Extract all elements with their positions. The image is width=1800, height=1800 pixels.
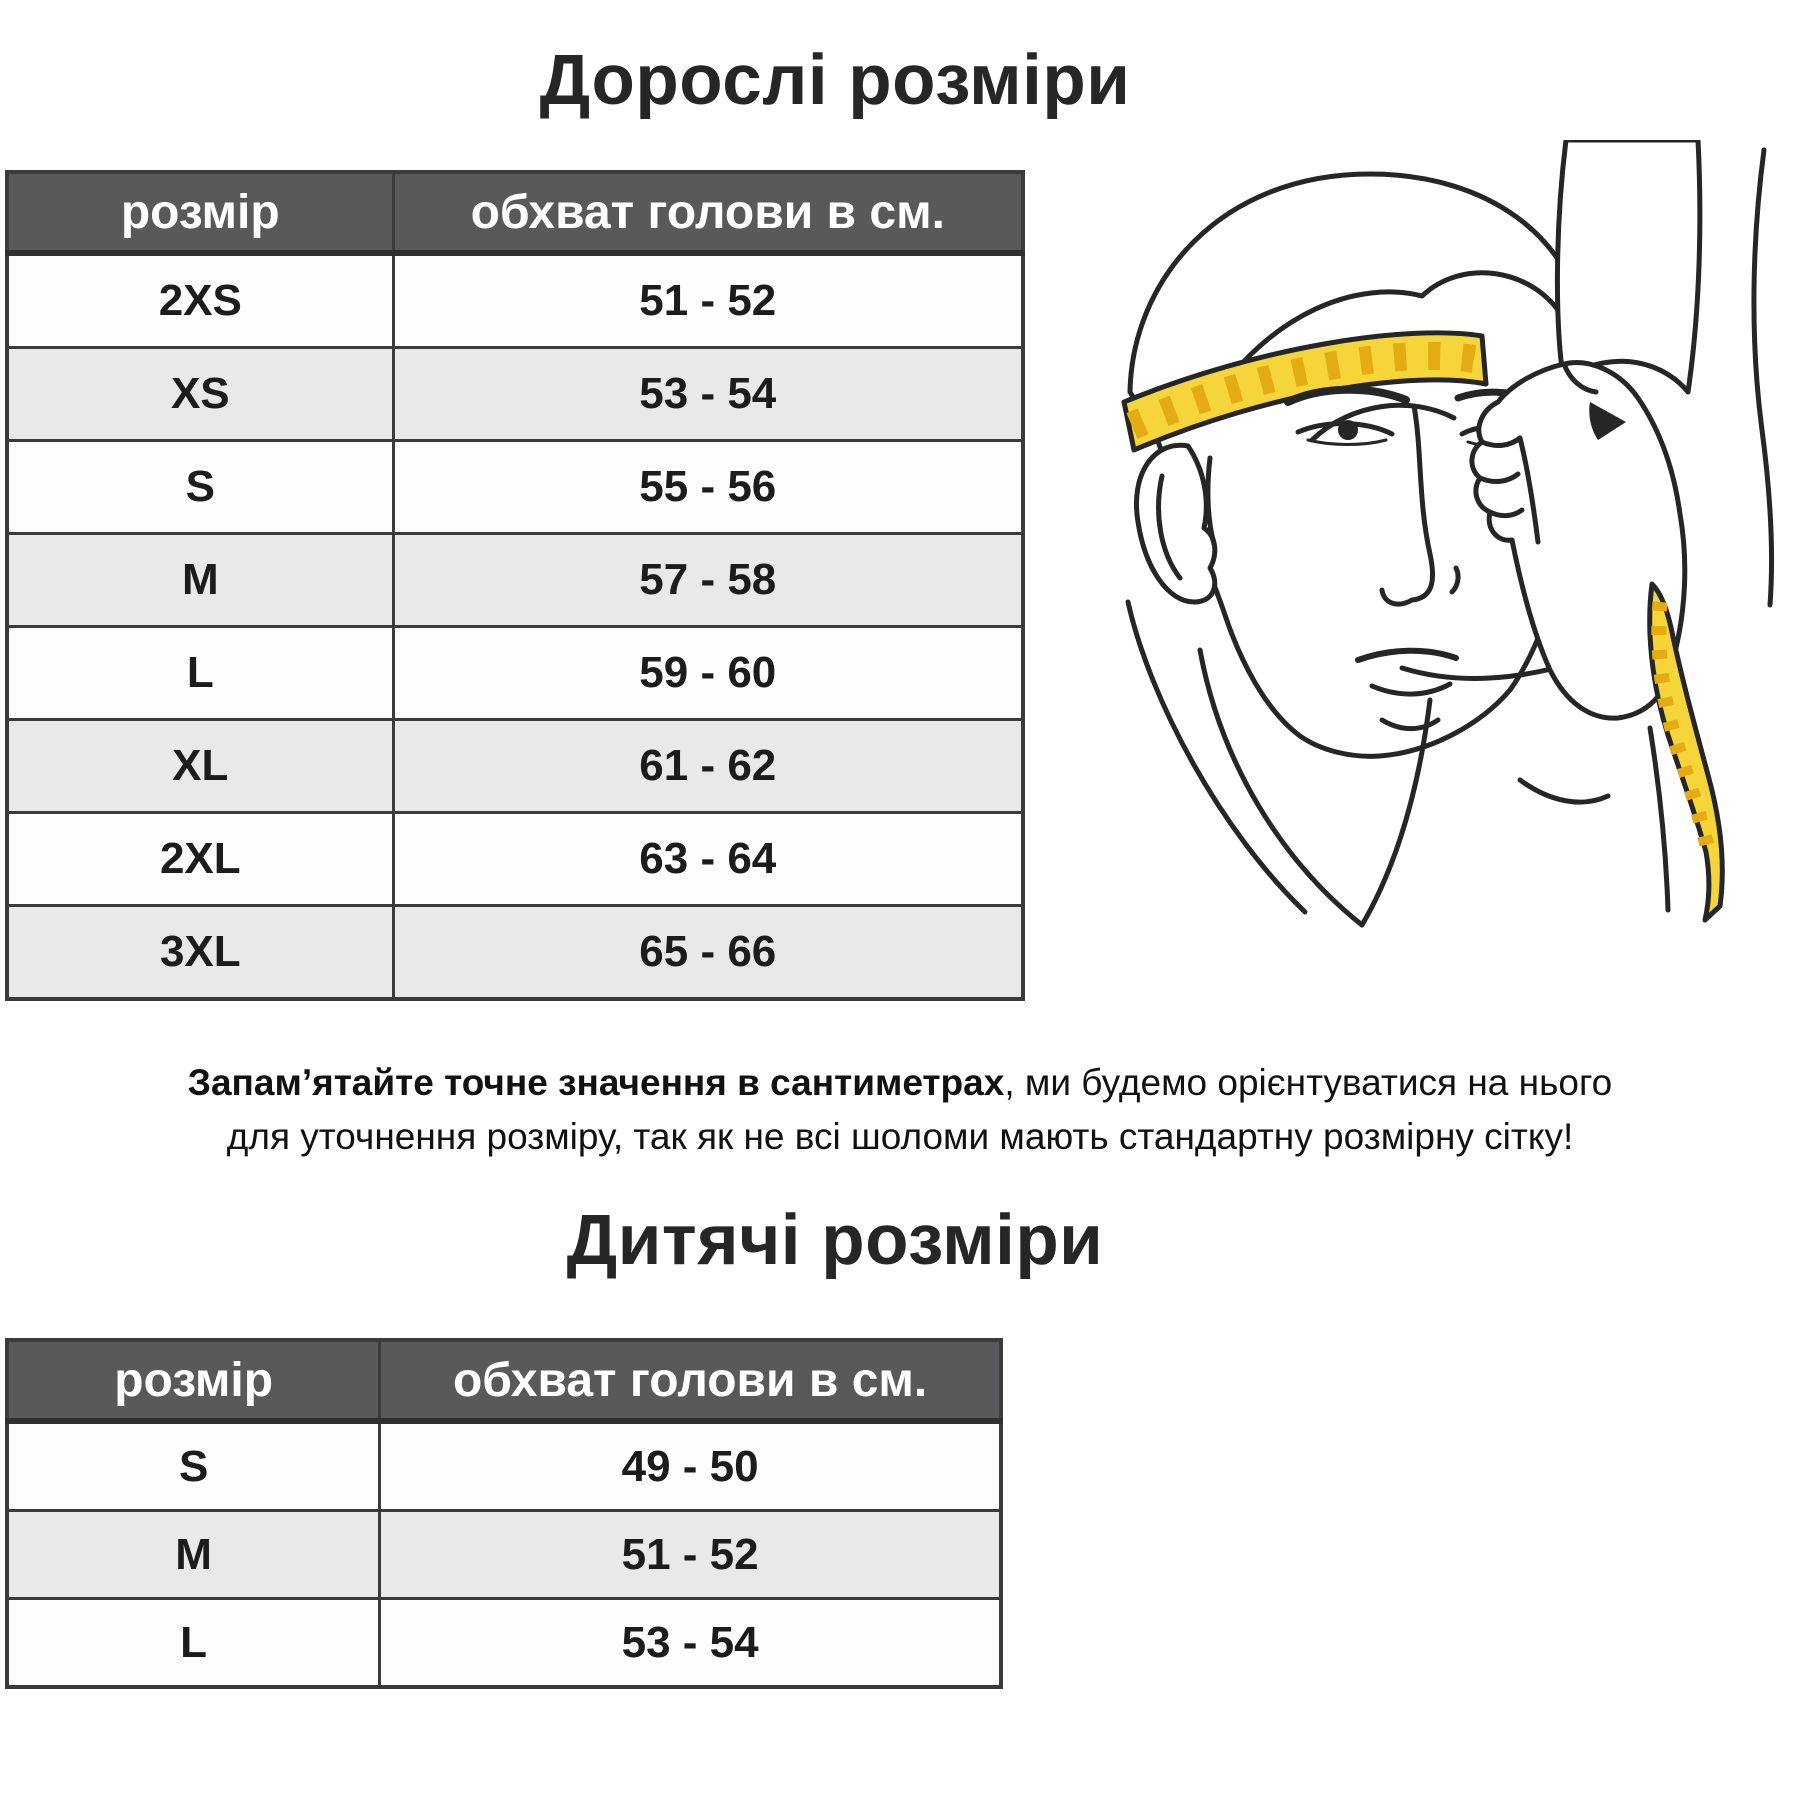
head-measurement-illustration [1050, 140, 1800, 950]
header-row [7, 1340, 1001, 1421]
table-row [7, 813, 1023, 906]
table-row [7, 253, 1023, 348]
armpit-line [1520, 780, 1608, 802]
forearm [1557, 140, 1699, 392]
table-cell: 59 - 60 [393, 627, 1023, 720]
kids-size-table [5, 1338, 1003, 1689]
table-row [7, 1599, 1001, 1688]
table-cell: 51 - 52 [380, 1511, 1001, 1599]
column-header: розмір [7, 172, 393, 253]
far-arm-edge-line [1754, 150, 1772, 605]
table-cell: 49 - 50 [380, 1421, 1001, 1511]
table-cell: 2XS [7, 253, 393, 348]
table-cell: XS [7, 348, 393, 441]
table-cell: 2XL [7, 813, 393, 906]
table-row [7, 627, 1023, 720]
note-line2: для уточнення розміру, так як не всі шоломи мають стандартну розмірну сітку! [226, 1115, 1574, 1157]
table-row [7, 1421, 1001, 1511]
table-row [7, 720, 1023, 813]
column-header: обхват голови в см. [393, 172, 1023, 253]
table-row [7, 348, 1023, 441]
table-cell: S [7, 1421, 380, 1511]
table-cell: 51 - 52 [393, 253, 1023, 348]
header-row [7, 172, 1023, 253]
table-cell: L [7, 1599, 380, 1688]
table-cell: 61 - 62 [393, 720, 1023, 813]
column-header: розмір [7, 1340, 380, 1421]
adult-size-table [5, 170, 1025, 1001]
table-cell: M [7, 534, 393, 627]
table-cell: 57 - 58 [393, 534, 1023, 627]
table-row [7, 906, 1023, 1000]
table-cell: L [7, 627, 393, 720]
table-cell: XL [7, 720, 393, 813]
table-row [7, 1511, 1001, 1599]
adult-sizes-title: Дорослі розміри [539, 41, 1131, 120]
right-arm-lower-line [1650, 728, 1668, 910]
left-pupil [1338, 420, 1358, 440]
table-cell: 53 - 54 [393, 348, 1023, 441]
table-row [7, 534, 1023, 627]
table-row [7, 441, 1023, 534]
column-header: обхват голови в см. [380, 1340, 1001, 1421]
table-cell: 53 - 54 [380, 1599, 1001, 1688]
note-line1-rest: , ми будемо орієнтуватися на нього [1004, 1062, 1613, 1103]
table-cell: 55 - 56 [393, 441, 1023, 534]
measurement-note [0, 1056, 1800, 1163]
table-cell: 65 - 66 [393, 906, 1023, 1000]
note-bold-text: Запам’ятайте точне значення в сантиметрах [187, 1062, 1005, 1103]
table-cell: S [7, 441, 393, 534]
kids-sizes-title: Дитячі розміри [566, 1201, 1104, 1280]
table-cell: 3XL [7, 906, 393, 1000]
table-cell: M [7, 1511, 380, 1599]
table-cell: 63 - 64 [393, 813, 1023, 906]
